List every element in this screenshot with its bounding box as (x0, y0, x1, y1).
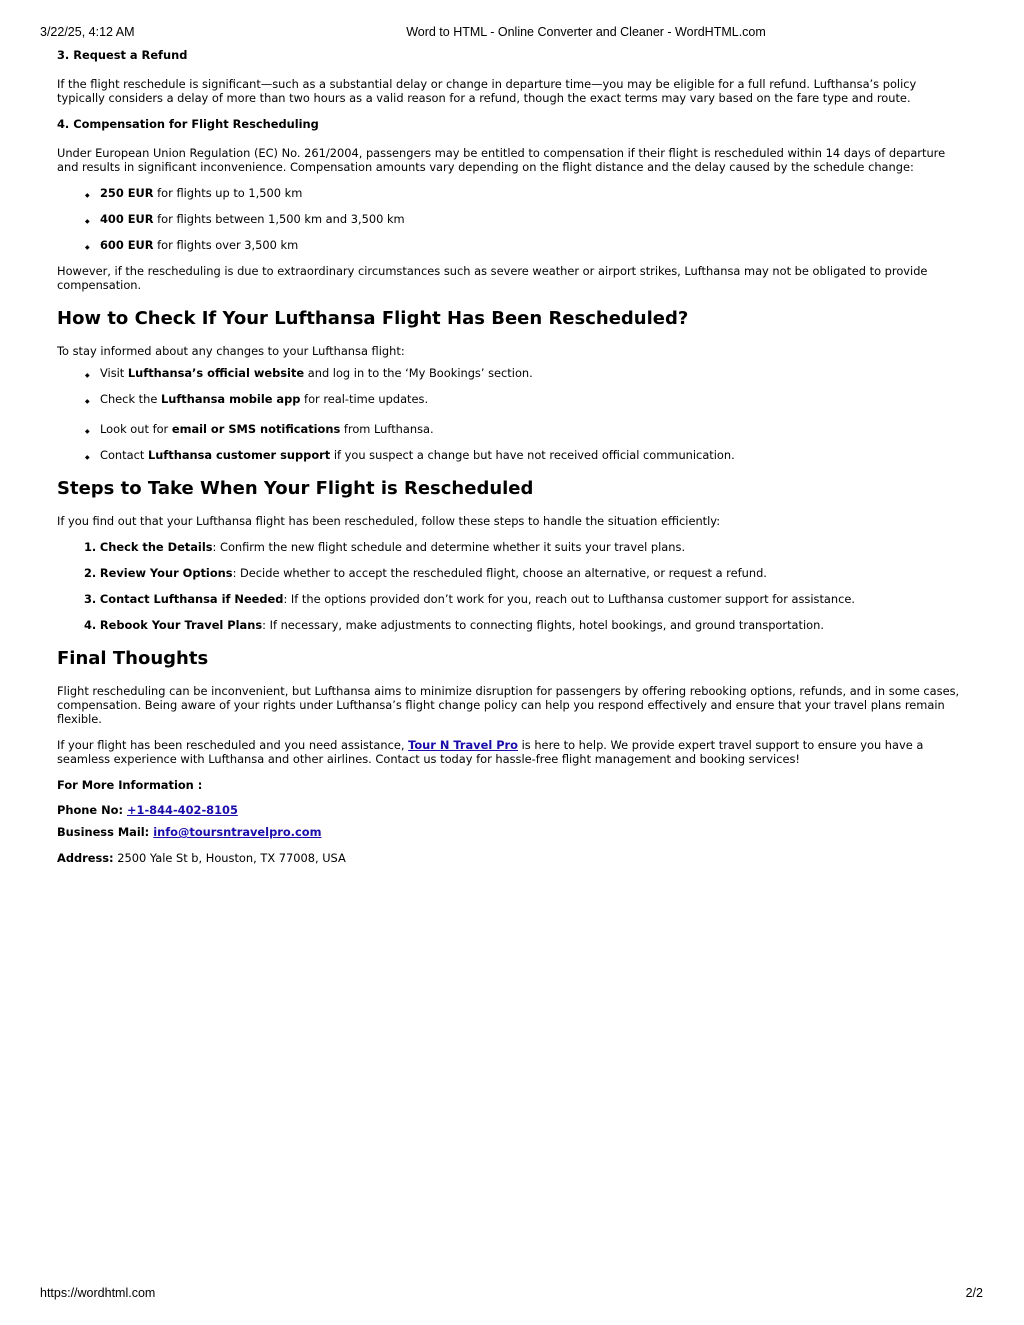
list-item: ◆ 400 EUR for flights between 1,500 km and 3,500 km (100, 212, 967, 226)
document-body (57, 48, 967, 865)
email-link[interactable]: info@toursntravelpro.com (153, 825, 322, 839)
compensation-list (57, 186, 967, 252)
final-heading: Final Thoughts (57, 648, 209, 669)
print-header (0, 25, 1024, 41)
print-page-title: Word to HTML - Online Converter and Cleaner - WordHTML.com (406, 25, 766, 39)
compensation-note: However, if the rescheduling is due to extraordinary circumstances such as severe weather or airport strikes, Lufthansa may not be obligated to provide compensation. (57, 264, 928, 292)
list-item: 1. Check the Details: Confirm the new flight schedule and determine whether it suits your travel plans. (84, 540, 686, 554)
mail-line: Business Mail: info@toursntravelpro.com (57, 825, 322, 839)
steps-intro: If you find out that your Lufthansa flight has been rescheduled, follow these steps to handle the situation efficiently: (57, 514, 721, 528)
phone-line: Phone No: +1-844-402-8105 (57, 803, 238, 817)
refund-paragraph: If the flight reschedule is significant—such as a substantial delay or change in departure time—you may be eligible for a full refund. Lufthansa’s policy typically considers a delay of more than two hours as a valid reason for a refund, though the exact terms may vary based on the fare type and route. (57, 77, 917, 105)
print-datetime: 3/22/25, 4:12 AM (40, 25, 135, 39)
check-heading: How to Check If Your Lufthansa Flight Has Been Rescheduled? (57, 308, 689, 329)
check-list (57, 366, 967, 462)
steps-heading: Steps to Take When Your Flight is Rescheduled (57, 478, 534, 499)
refund-heading: 3. Request a Refund (57, 48, 188, 62)
steps-list (57, 540, 967, 632)
tour-n-travel-pro-link[interactable]: Tour N Travel Pro (408, 738, 518, 752)
list-item: 4. Rebook Your Travel Plans: If necessary, make adjustments to connecting flights, hotel bookings, and ground transportation. (84, 618, 824, 632)
check-intro: To stay informed about any changes to your Lufthansa flight: (57, 344, 405, 358)
list-item: ◆ Check the Lufthansa mobile app for real-time updates. (100, 392, 967, 406)
list-item: ◆ 600 EUR for flights over 3,500 km (100, 238, 967, 252)
list-item: ◆ Look out for email or SMS notifications from Lufthansa. (100, 422, 967, 436)
more-info-label: For More Information : (57, 778, 203, 792)
print-url: https://wordhtml.com (40, 1286, 156, 1300)
list-item: 3. Contact Lufthansa if Needed: If the options provided don’t work for you, reach out to Lufthansa customer support for assistance. (84, 592, 856, 606)
final-paragraph: Flight rescheduling can be inconvenient, but Lufthansa aims to minimize disruption for passengers by offering rebooking options, refunds, and in some cases, compensation. Being aware of your rights under Lufthansa’s flight change policy can help you respond effectively and ensure that your travel plans remain flexible. (57, 684, 960, 726)
compensation-paragraph: Under European Union Regulation (EC) No. 261/2004, passengers may be entitled to compensation if their flight is rescheduled within 14 days of departure and results in significant inconvenience. Compensation amounts vary depending on the flight distance and the delay caused by the schedule change: (57, 146, 946, 174)
final-paragraph-contact: If your flight has been rescheduled and you need assistance, Tour N Travel Pro is here to help. We provide expert travel support to ensure you have a seamless experience with Lufthansa and other airlines. Contact us today for hassle-free flight management and booking services! (57, 738, 924, 766)
compensation-heading: 4. Compensation for Flight Rescheduling (57, 117, 319, 131)
list-item: ◆ 250 EUR for flights up to 1,500 km (100, 186, 967, 200)
list-item: ◆ Visit Lufthansa’s official website and log in to the ‘My Bookings’ section. (100, 366, 967, 380)
phone-link[interactable]: +1-844-402-8105 (126, 803, 238, 817)
list-item: 2. Review Your Options: Decide whether to accept the rescheduled flight, choose an alternative, or request a refund. (84, 566, 767, 580)
list-item: ◆ Contact Lufthansa customer support if you suspect a change but have not received official communication. (100, 448, 967, 462)
page-number: 2/2 (965, 1286, 983, 1300)
address-line: Address: 2500 Yale St b, Houston, TX 77008, USA (57, 851, 346, 865)
